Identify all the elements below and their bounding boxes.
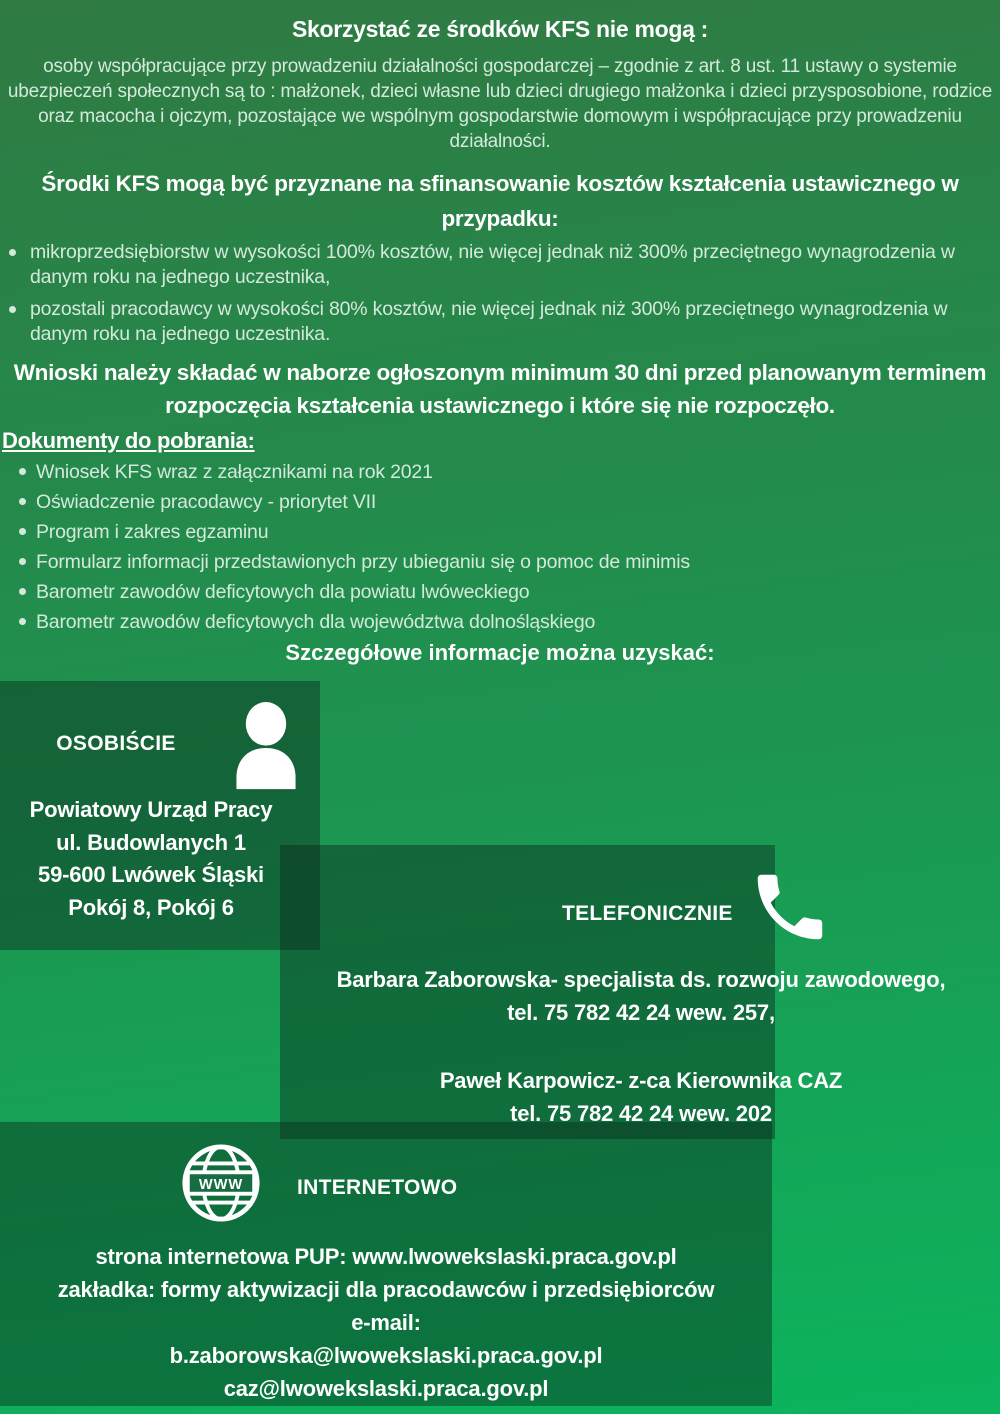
contact-name: Barbara Zaborowska- specjalista ds. rozwoju zawodowego, xyxy=(336,967,946,992)
online-line: e-mail: xyxy=(351,1310,421,1335)
list-item: pozostali pracodawcy w wysokości 80% kosztów, nie więcej jednak niż 300% przeciętnego wynagrodzenia w danym roku na jednego uczestnika. xyxy=(0,297,1000,347)
funding-list xyxy=(0,240,1000,354)
online-info xyxy=(0,1240,772,1405)
address-line: 59-600 Lwówek Śląski xyxy=(38,862,264,887)
list-item: Wniosek KFS wraz z załącznikami na rok 2021 xyxy=(0,457,1000,487)
contact-phone: tel. 75 782 42 24 wew. 202 xyxy=(510,1101,772,1126)
documents-list xyxy=(0,457,1000,637)
address-line: Pokój 8, Pokój 6 xyxy=(68,894,234,920)
phone-icon xyxy=(747,864,833,950)
list-item: mikroprzedsiębiorstw w wysokości 100% kosztów, nie więcej jednak niż 300% przeciętnego wynagrodzenia w danym roku na jednego uczestnika, xyxy=(0,240,1000,290)
www-label: WWW xyxy=(198,1176,244,1193)
contact-phone: tel. 75 782 42 24 wew. 257, xyxy=(507,1000,775,1025)
person-icon xyxy=(231,701,301,791)
list-item: Formularz informacji przedstawionych przy ubieganiu się o pomoc de minimis xyxy=(0,547,1000,577)
contact-name: Paweł Karpowicz- z-ca Kierownika CAZ xyxy=(439,1068,843,1093)
online-line: caz@lwowekslaski.praca.gov.pl xyxy=(223,1376,549,1401)
online-line: b.zaborowska@lwowekslaski.praca.gov.pl xyxy=(169,1343,603,1368)
list-item: Oświadczenie pracodawcy - priorytet VII xyxy=(0,487,1000,517)
deadline-heading: Wnioski należy składać w naborze ogłoszonym minimum 30 dni przed planowanym terminem rozpoczęcia kształcenia ustawicznego i które się nie rozpoczęło. xyxy=(13,360,987,418)
address-line: Powiatowy Urząd Pracy xyxy=(29,797,273,822)
not-eligible-paragraph: osoby współpracujące przy prowadzeniu działalności gospodarczej – zgodnie z art. 8 ust. 11 ustawy o systemie ubezpieczeń społecznych są to : małżonek, dzieci własne lub dzieci drugiego małżonka i dzieci przysposobione, rodzice oraz macocha i ojczym, pozostające we wspólnym gospodarstwie domowym i współpracujące przy prowadzeniu działalności. xyxy=(7,56,993,152)
in-person-label: OSOBIŚCIE xyxy=(56,732,176,755)
funding-heading: Środki KFS mogą być przyznane na sfinansowanie kosztów kształcenia ustawicznego w przypadku: xyxy=(41,171,959,231)
phone-contact xyxy=(282,1064,1000,1130)
in-person-address xyxy=(0,794,302,924)
phone-contact xyxy=(282,963,1000,1029)
info-heading: Szczegółowe informacje można uzyskać: xyxy=(285,640,715,665)
documents-heading: Dokumenty do pobrania: xyxy=(2,428,255,453)
list-item: Program i zakres egzaminu xyxy=(0,517,1000,547)
list-item: Barometr zawodów deficytowych dla powiatu lwóweckiego xyxy=(0,577,1000,607)
address-line: ul. Budowlanych 1 xyxy=(56,829,246,855)
by-phone-label: TELEFONICZNIE xyxy=(562,902,733,925)
online-line: strona internetowa PUP: www.lwowekslaski.praca.gov.pl xyxy=(95,1244,677,1269)
online-label: INTERNETOWO xyxy=(297,1176,458,1199)
list-item: Barometr zawodów deficytowych dla województwa dolnośląskiego xyxy=(0,607,1000,637)
online-line: zakładka: formy aktywizacji dla pracodawców i przedsiębiorców xyxy=(57,1277,715,1302)
globe-icon xyxy=(180,1142,262,1224)
not-eligible-heading: Skorzystać ze środków KFS nie mogą : xyxy=(291,16,709,42)
